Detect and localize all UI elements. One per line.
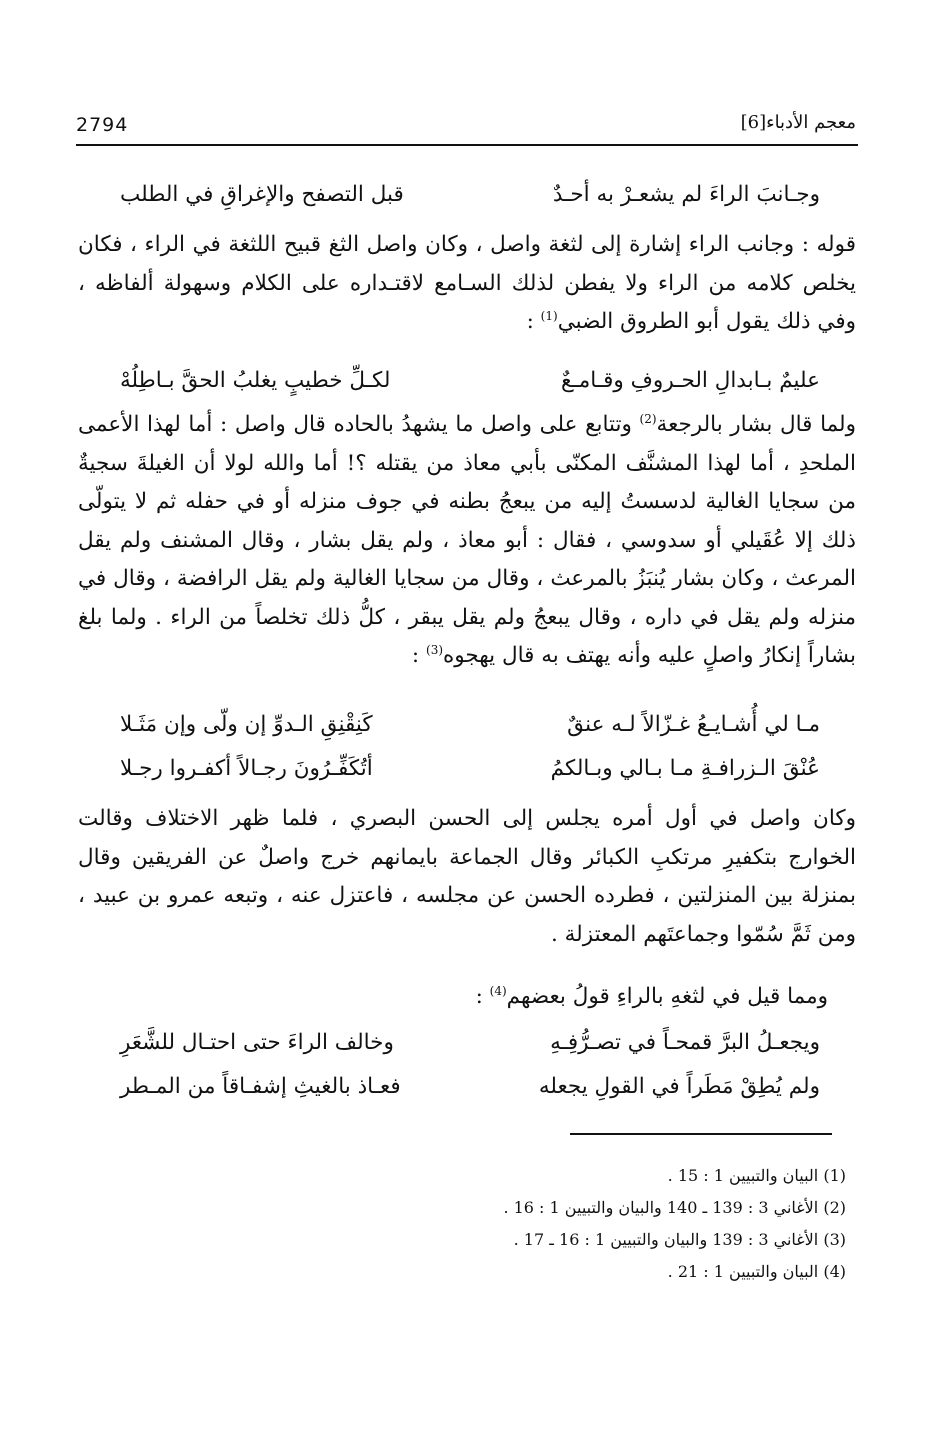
verse-line bbox=[120, 712, 820, 752]
header-rule bbox=[76, 144, 858, 146]
footnote-rule bbox=[570, 1133, 832, 1135]
verse-hemistich-first: عُنْقَ الـزرافـةِ مـا بـالي وبـالكمُ bbox=[550, 756, 820, 781]
verse-line bbox=[120, 182, 820, 222]
verse-hemistich-second: أتُكَفِّـرُونَ رجـالاً أكفـروا رجـلا bbox=[120, 756, 373, 781]
verse-hemistich-first: ولم يُطِقْ مَطَراً في القولِ يجعله bbox=[538, 1074, 820, 1099]
page-header bbox=[76, 112, 856, 142]
paragraph: ولما قال بشار بالرجعة$^{(2)}$ وتتابع على واصل ما يشهدُ بالحاده قال واصل : أما لهذا الأعمى الملحدِ ، أما لهذا المشنَّف المكنّى بأبي معاذ من يقتله ؟! أما والله لولا أن الغيلةَ سجيةٌ من سجايا الغالية لدسستُ إليه من يبعجُ بطنه في جوف منزله أو في حفله ثم لا يتولّى ذلك إلا عُقَيلي أو سدوسي ، فقال : أبو معاذ ، ولم يقل بشار ، وقال المشنف ولم يقل المرعث ، وكان بشار يُنبَزُ بالمرعث ، وقال من سجايا الغالية ولم يقل الرافضة ، وقال في منزله ولم يقل في داره ، وقال يبعجُ ولم يقل يبقر ، كلُّ ذلك تخلصاً من الراء . ولما بلغ بشاراً إنكارُ واصلٍ عليه وأنه يهتف به قال يهجوه$^{(3)}$ : bbox=[78, 411, 856, 668]
verse-line bbox=[120, 756, 820, 796]
verse-hemistich-first: ويجعـلُ البرَّ قمحـاً في تصـرُّفِـهِ bbox=[550, 1030, 820, 1055]
footnote: (4) البيان والتبيين 1 : 21 . bbox=[667, 1262, 846, 1281]
footnote: (3) الأغاني 3 : 139 والبيان والتبيين 1 : 16 ـ 17 . bbox=[513, 1230, 846, 1249]
verse-hemistich-first: وجـانبَ الراءَ لم يشعـرْ به أحـدٌ bbox=[552, 182, 820, 207]
verse-hemistich-second: وخالف الراءَ حتى احتـال للشَّعَرِ bbox=[120, 1030, 394, 1055]
verse-hemistich-second: فعـاذ بالغيثِ إشفـاقاً من المـطر bbox=[120, 1074, 401, 1099]
paragraph: وكان واصل في أول أمره يجلس إلى الحسن البصري ، فلما ظهر الاختلاف وقالت الخوارج بتكفيرِ مرتكبِ الكبائر وقال الجماعة بايمانهم خرج واصلٌ عن الفريقين وقال بمنزلة بين المنزلتين ، فطرده الحسن عن مجلسه ، فاعتزل عنه ، وتبعه عمرو بن عبيد ، ومن ثَمَّ سُمّوا وجماعتَهم المعتزلة . bbox=[78, 806, 856, 947]
footnote: (2) الأغاني 3 : 139 ـ 140 والبيان والتبيين 1 : 16 . bbox=[503, 1198, 846, 1217]
footnotes bbox=[146, 1160, 846, 1288]
verse-line bbox=[120, 1074, 820, 1114]
verse-hemistich-second: كَنِقْنِقِ الـدوِّ إن ولّى وإن مَثَـلا bbox=[120, 712, 373, 737]
verse-line bbox=[120, 368, 820, 408]
running-title: معجم الأدباء[6] bbox=[740, 112, 856, 133]
footnote-ref: (4) bbox=[489, 983, 507, 998]
verse-hemistich-first: مـا لي أُشـايـعُ غـزّالاً لـه عنقٌ bbox=[567, 712, 820, 737]
verse-hemistich-second: قبل التصفح والإغراقِ في الطلب bbox=[120, 182, 404, 207]
footnote-ref: (3) bbox=[426, 642, 444, 657]
verse-line bbox=[120, 1030, 820, 1070]
footnote-ref: (2) bbox=[639, 411, 657, 426]
paragraph: ومما قيل في لثغهِ بالراءِ قولُ بعضهم$^{(4)}$ : bbox=[475, 983, 828, 1009]
footnote: (1) البيان والتبيين 1 : 15 . bbox=[667, 1166, 846, 1185]
page-number: 2794 bbox=[76, 114, 129, 136]
verse-hemistich-second: لكـلِّ خطيبٍ يغلبُ الحقَّ بـاطِلُهْ bbox=[120, 368, 391, 393]
footnote-ref: (1) bbox=[540, 308, 558, 323]
verse-hemistich-first: عليمٌ بـابدالِ الحـروفِ وقـامـعٌ bbox=[561, 368, 820, 393]
paragraph: قوله : وجانب الراء إشارة إلى لثغة واصل ، وكان واصل الثغ قبيح اللثغة في الراء ، فكان يخلص كلامه من الراء ولا يفطن لذلك السـامع لاقتـداره على الكلام وسهولة ألفاظه ، وفي ذلك يقول أبو الطروق الضبي$^{(1)}$ : bbox=[78, 232, 856, 334]
